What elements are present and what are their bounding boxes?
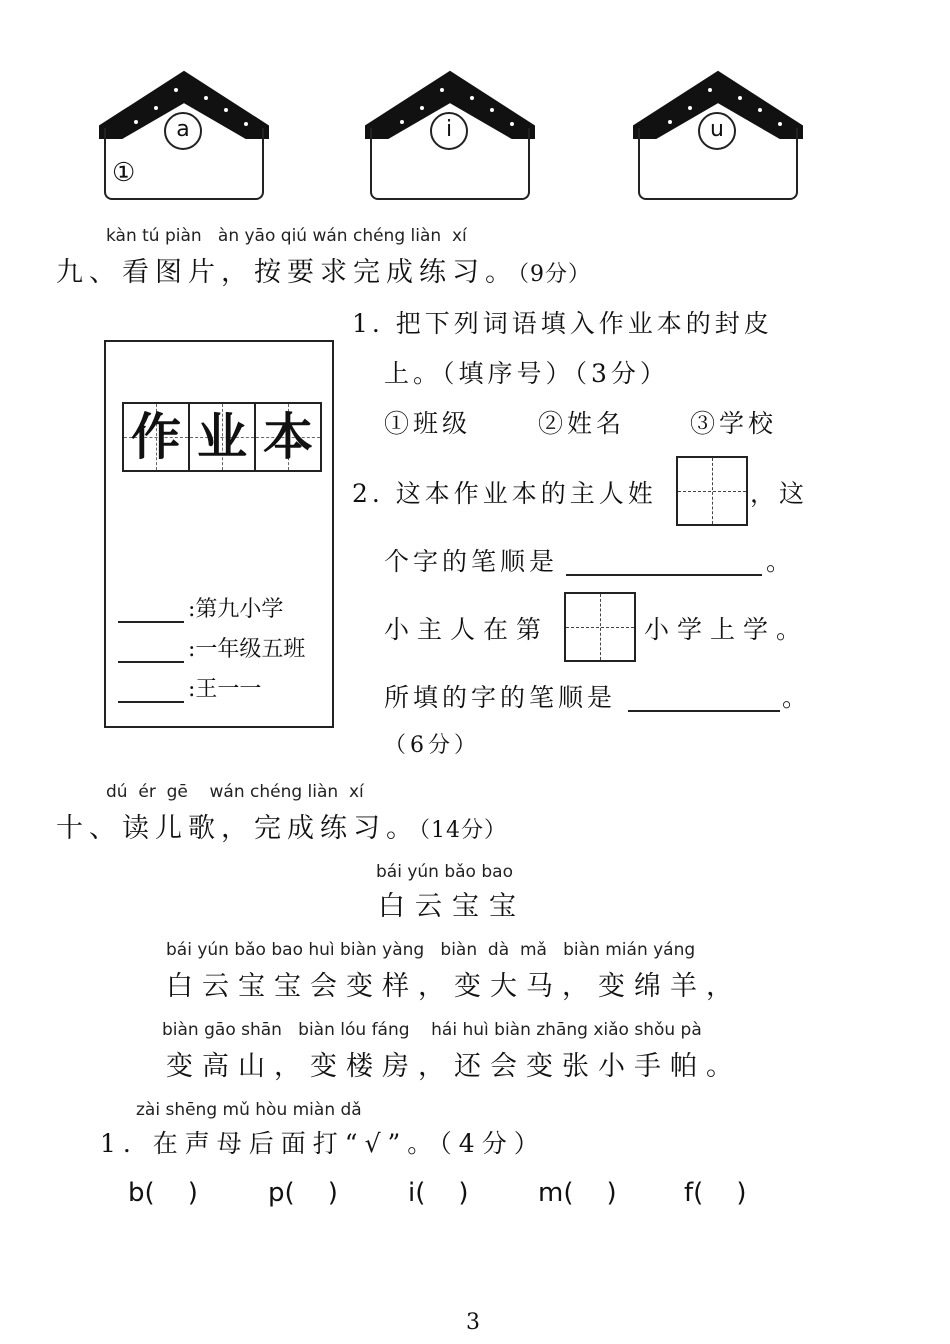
title-cell: 业 — [190, 404, 256, 470]
q9-2-line2: 个字的笔顺是 — [384, 547, 559, 576]
answer-line[interactable] — [566, 574, 762, 576]
house-number: ① — [112, 158, 136, 188]
q9-1-option: ③学校 — [690, 409, 778, 438]
section10-heading — [56, 806, 507, 845]
vowel-letter: i — [430, 112, 468, 150]
poem-line2: 变高山，变楼房，还会变张小手帕。 — [166, 1051, 742, 1082]
poem-line1-pinyin: bái yún bǎo bao huì biàn yàng biàn dà mǎ biàn mián yáng — [166, 940, 696, 960]
q9-1-option: ①班级 — [384, 409, 472, 438]
q10-1-pinyin: zài shēng mǔ hòu miàn dǎ — [136, 1100, 362, 1120]
section10-title: 十、读儿歌，完成练习。 — [56, 813, 419, 844]
q9-2-line4-end: 。 — [782, 683, 812, 712]
q9-2-line1-end: ，这 — [750, 479, 809, 508]
initial-choice-item[interactable]: b( ) — [128, 1178, 198, 1208]
section10-pinyin: dú ér gē wán chéng liàn xí — [106, 782, 364, 802]
notebook-cover — [104, 340, 334, 728]
answer-blank[interactable] — [118, 599, 184, 623]
q9-1-line1: 1. 把下列词语填入作业本的封皮 — [352, 309, 773, 338]
section10-score: （14分） — [419, 818, 507, 843]
q9-2-line4: 所填的字的笔顺是 — [384, 683, 617, 712]
poem-title: 白云宝宝 — [378, 891, 526, 922]
vowel-house-a — [96, 68, 272, 204]
section9-score: （9分） — [518, 262, 591, 287]
q10-1-text: 1. 在声母后面打“√”。（4分） — [100, 1129, 546, 1158]
notebook-field-school: :第九小学 — [118, 592, 283, 623]
q9-2-line2-end: 。 — [766, 547, 796, 576]
q9-2-line3: 小主人在第 — [384, 615, 550, 644]
q9-2-line3-end: 小学上学。 — [644, 615, 810, 644]
q9-2-score: （6分） — [384, 733, 480, 758]
poem-line1: 白云宝宝会变样，变大马，变绵羊， — [166, 971, 742, 1002]
poem-title-pinyin: bái yún bǎo bao — [376, 862, 513, 882]
section9-title: 九、看图片，按要求完成练习。 — [56, 257, 518, 288]
answer-line[interactable] — [628, 710, 780, 712]
answer-blank[interactable] — [118, 639, 184, 663]
poem-line2-pinyin: biàn gāo shān biàn lóu fáng hái huì biàn zhāng xiǎo shǒu pà — [162, 1020, 702, 1040]
page-number: 3 — [466, 1310, 480, 1335]
initial-choice-item[interactable]: m( ) — [538, 1178, 617, 1208]
q9-1-option: ②姓名 — [538, 409, 626, 438]
section9-heading — [56, 250, 591, 289]
answer-blank[interactable] — [118, 679, 184, 703]
vowel-letter: u — [698, 112, 736, 150]
initial-choice-item[interactable]: p( ) — [268, 1178, 338, 1208]
answer-grid-box[interactable] — [564, 592, 636, 662]
vowel-house-i — [362, 68, 538, 204]
answer-grid-box[interactable] — [676, 456, 748, 526]
notebook-field-name: :王一一 — [118, 672, 261, 703]
vowel-letter: a — [164, 112, 202, 150]
section9-pinyin: kàn tú piàn àn yāo qiú wán chéng liàn xí — [106, 226, 467, 246]
q9-1-line2: 上。（填序号）（3分） — [384, 359, 669, 388]
q9-2-line1: 2. 这本作业本的主人姓 — [352, 479, 657, 508]
initial-choice-item[interactable]: i( ) — [408, 1178, 469, 1208]
title-cell: 作 — [124, 404, 190, 470]
notebook-field-class: :一年级五班 — [118, 632, 305, 663]
notebook-title-grid — [122, 402, 322, 472]
title-cell: 本 — [256, 404, 320, 470]
vowel-house-u — [630, 68, 806, 204]
initial-choice-item[interactable]: f( ) — [684, 1178, 747, 1208]
